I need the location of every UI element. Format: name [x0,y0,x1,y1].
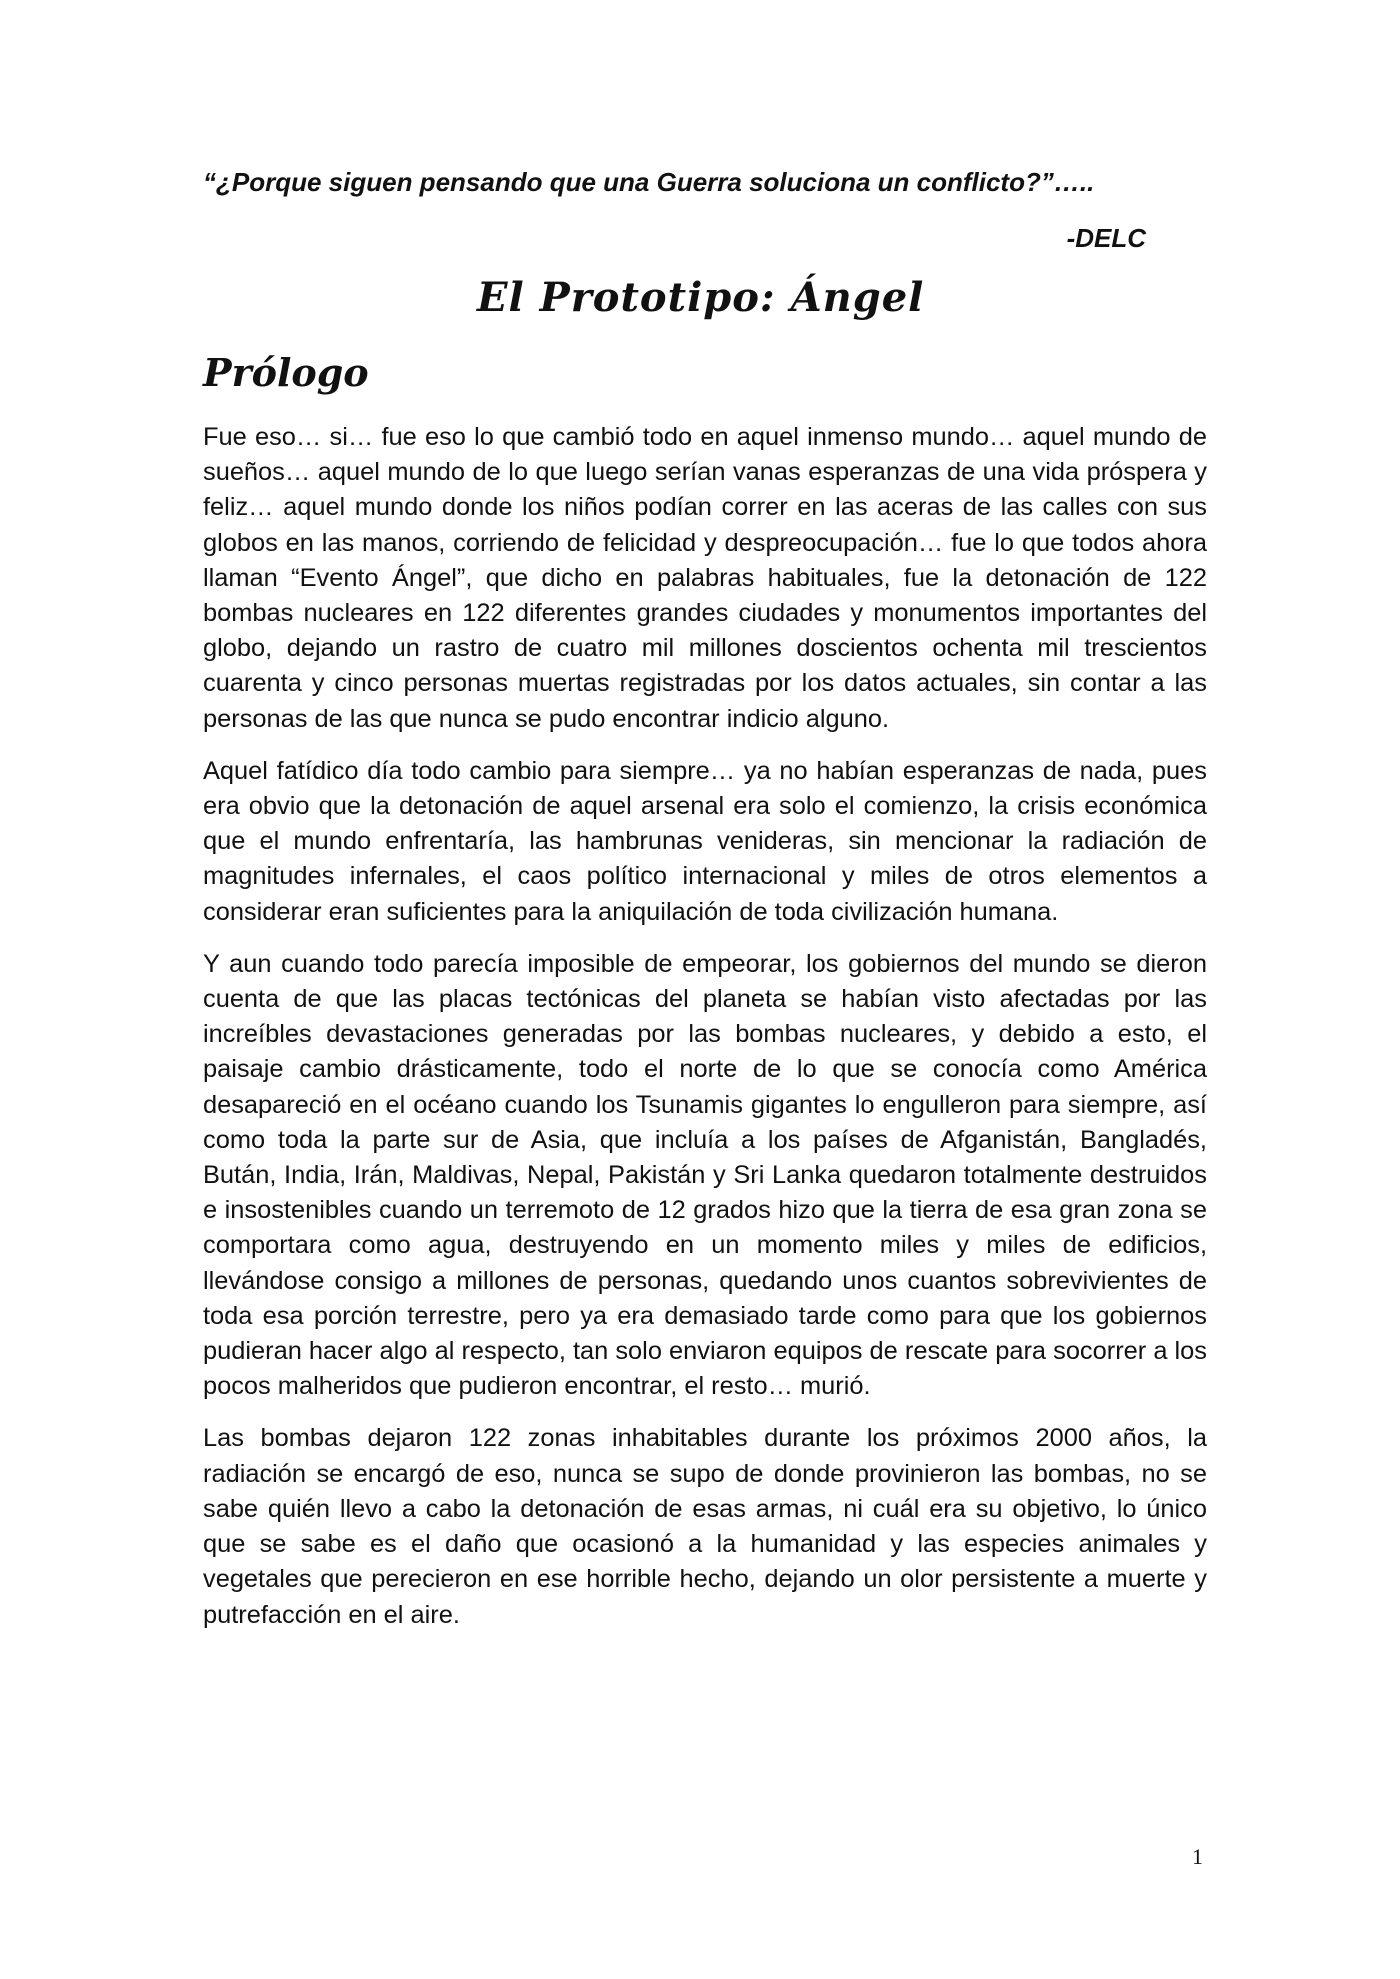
paragraph: Las bombas dejaron 122 zonas inhabitables durante los próximos 2000 años, la radiación se encargó de eso, nunca se supo de donde provinieron las bombas, no se sabe quién llevo a cabo la detonación de esas armas, ni cuál era su objetivo, lo único que se sabe es el daño que ocasionó a la humanidad y las especies animales y vegetales que perecieron en ese horrible hecho, dejando un olor persistente a muerte y putrefacción en el aire. [203,1424,1207,1629]
book-title: El Prototipo: Ángel [477,274,925,321]
paragraph: Aquel fatídico día todo cambio para siempre… ya no habían esperanzas de nada, pues era obvio que la detonación de aquel arsenal era solo el comienzo, la crisis económica que el mundo enfrentaría, las hambrunas venideras, sin mencionar la radiación de magnitudes infernales, el caos político internacional y miles de otros elementos a considerar eran suficientes para la aniquilación de toda civilización humana. [203,756,1207,926]
paragraph: Fue eso… si… fue eso lo que cambió todo en aquel inmenso mundo… aquel mundo de sueños… aquel mundo de lo que luego serían vanas esperanzas de una vida próspera y feliz… aquel mundo donde los niños podían correr en las aceras de las calles con sus globos en las manos, corriendo de felicidad y despreocupación… fue lo que todos ahora llaman “Evento Ángel”, que dicho en palabras habituales, fue la detonación de 122 bombas nucleares en 122 diferentes grandes ciudades y monumentos importantes del globo, dejando un rastro de cuatro mil millones doscientos ochenta mil trescientos cuarenta y cinco personas muertas registradas por los datos actuales, sin contar a las personas de las que nunca se pudo encontrar indicio alguno. [203,423,1207,733]
body-text [203,420,1207,1650]
paragraph: Y aun cuando todo parecía imposible de empeorar, los gobiernos del mundo se dieron cuenta de que las placas tectónicas del planeta se habían visto afectadas por las increíbles devastaciones generadas por las bombas nucleares, y debido a esto, el paisaje cambio drásticamente, todo el norte de lo que se conocía como América desapareció en el océano cuando los Tsunamis gigantes lo engulleron para siempre, así como toda la parte sur de Asia, que incluía a los países de Afganistán, Bangladés, Bután, India, Irán, Maldivas, Nepal, Pakistán y Sri Lanka quedaron totalmente destruidos e insostenibles cuando un terremoto de 12 grados hizo que la tierra de esa gran zona se comportara como agua, destruyendo en un momento miles y miles de edificios, llevándose consigo a millones de personas, quedando unos cuantos sobrevivientes de toda esa porción terrestre, pero ya era demasiado tarde como para que los gobiernos pudieran hacer algo al respecto, tan solo enviaron equipos de rescate para socorrer a los pocos malheridos que pudieron encontrar, el resto… murió. [203,949,1207,1401]
page-number: 1 [1192,1844,1203,1869]
epigraph-quote: “¿Porque siguen pensando que una Guerra soluciona un conflicto?”….. [203,167,1095,197]
epigraph-author: -DELC [1066,223,1146,253]
chapter-title: Prólogo [203,350,369,395]
